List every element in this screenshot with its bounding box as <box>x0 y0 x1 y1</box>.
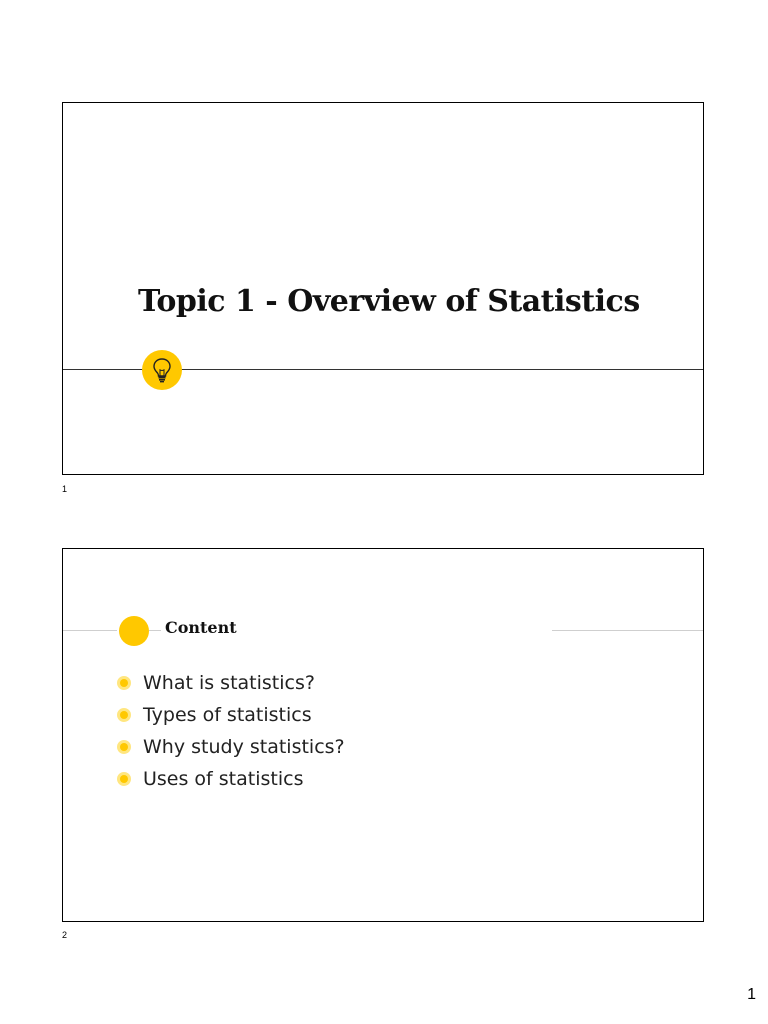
heading-dot-icon <box>119 616 149 646</box>
bullet-icon <box>117 676 131 690</box>
list-item <box>117 699 345 731</box>
lightbulb-badge <box>142 350 182 390</box>
list-item-text: What is statistics? <box>143 672 315 694</box>
slide-number-2: 2 <box>62 930 68 940</box>
slide-2 <box>62 548 704 922</box>
list-item <box>117 731 345 763</box>
bullet-icon <box>117 772 131 786</box>
list-item-text: Uses of statistics <box>143 768 304 790</box>
slide-1 <box>62 102 704 475</box>
slide-title: Topic 1 - Overview of Statistics <box>138 284 640 319</box>
heading-divider-right <box>552 630 703 631</box>
heading-divider-left <box>63 630 117 631</box>
bullet-list <box>117 667 345 795</box>
bullet-icon <box>117 708 131 722</box>
list-item <box>117 667 345 699</box>
page-number: 1 <box>747 986 756 1003</box>
heading-divider-mid <box>149 630 161 631</box>
bullet-icon <box>117 740 131 754</box>
list-item-text: Types of statistics <box>143 704 312 726</box>
slide-number-1: 1 <box>62 484 68 494</box>
list-item <box>117 763 345 795</box>
list-item-text: Why study statistics? <box>143 736 345 758</box>
content-heading: Content <box>165 618 237 637</box>
lightbulb-icon <box>151 357 173 383</box>
